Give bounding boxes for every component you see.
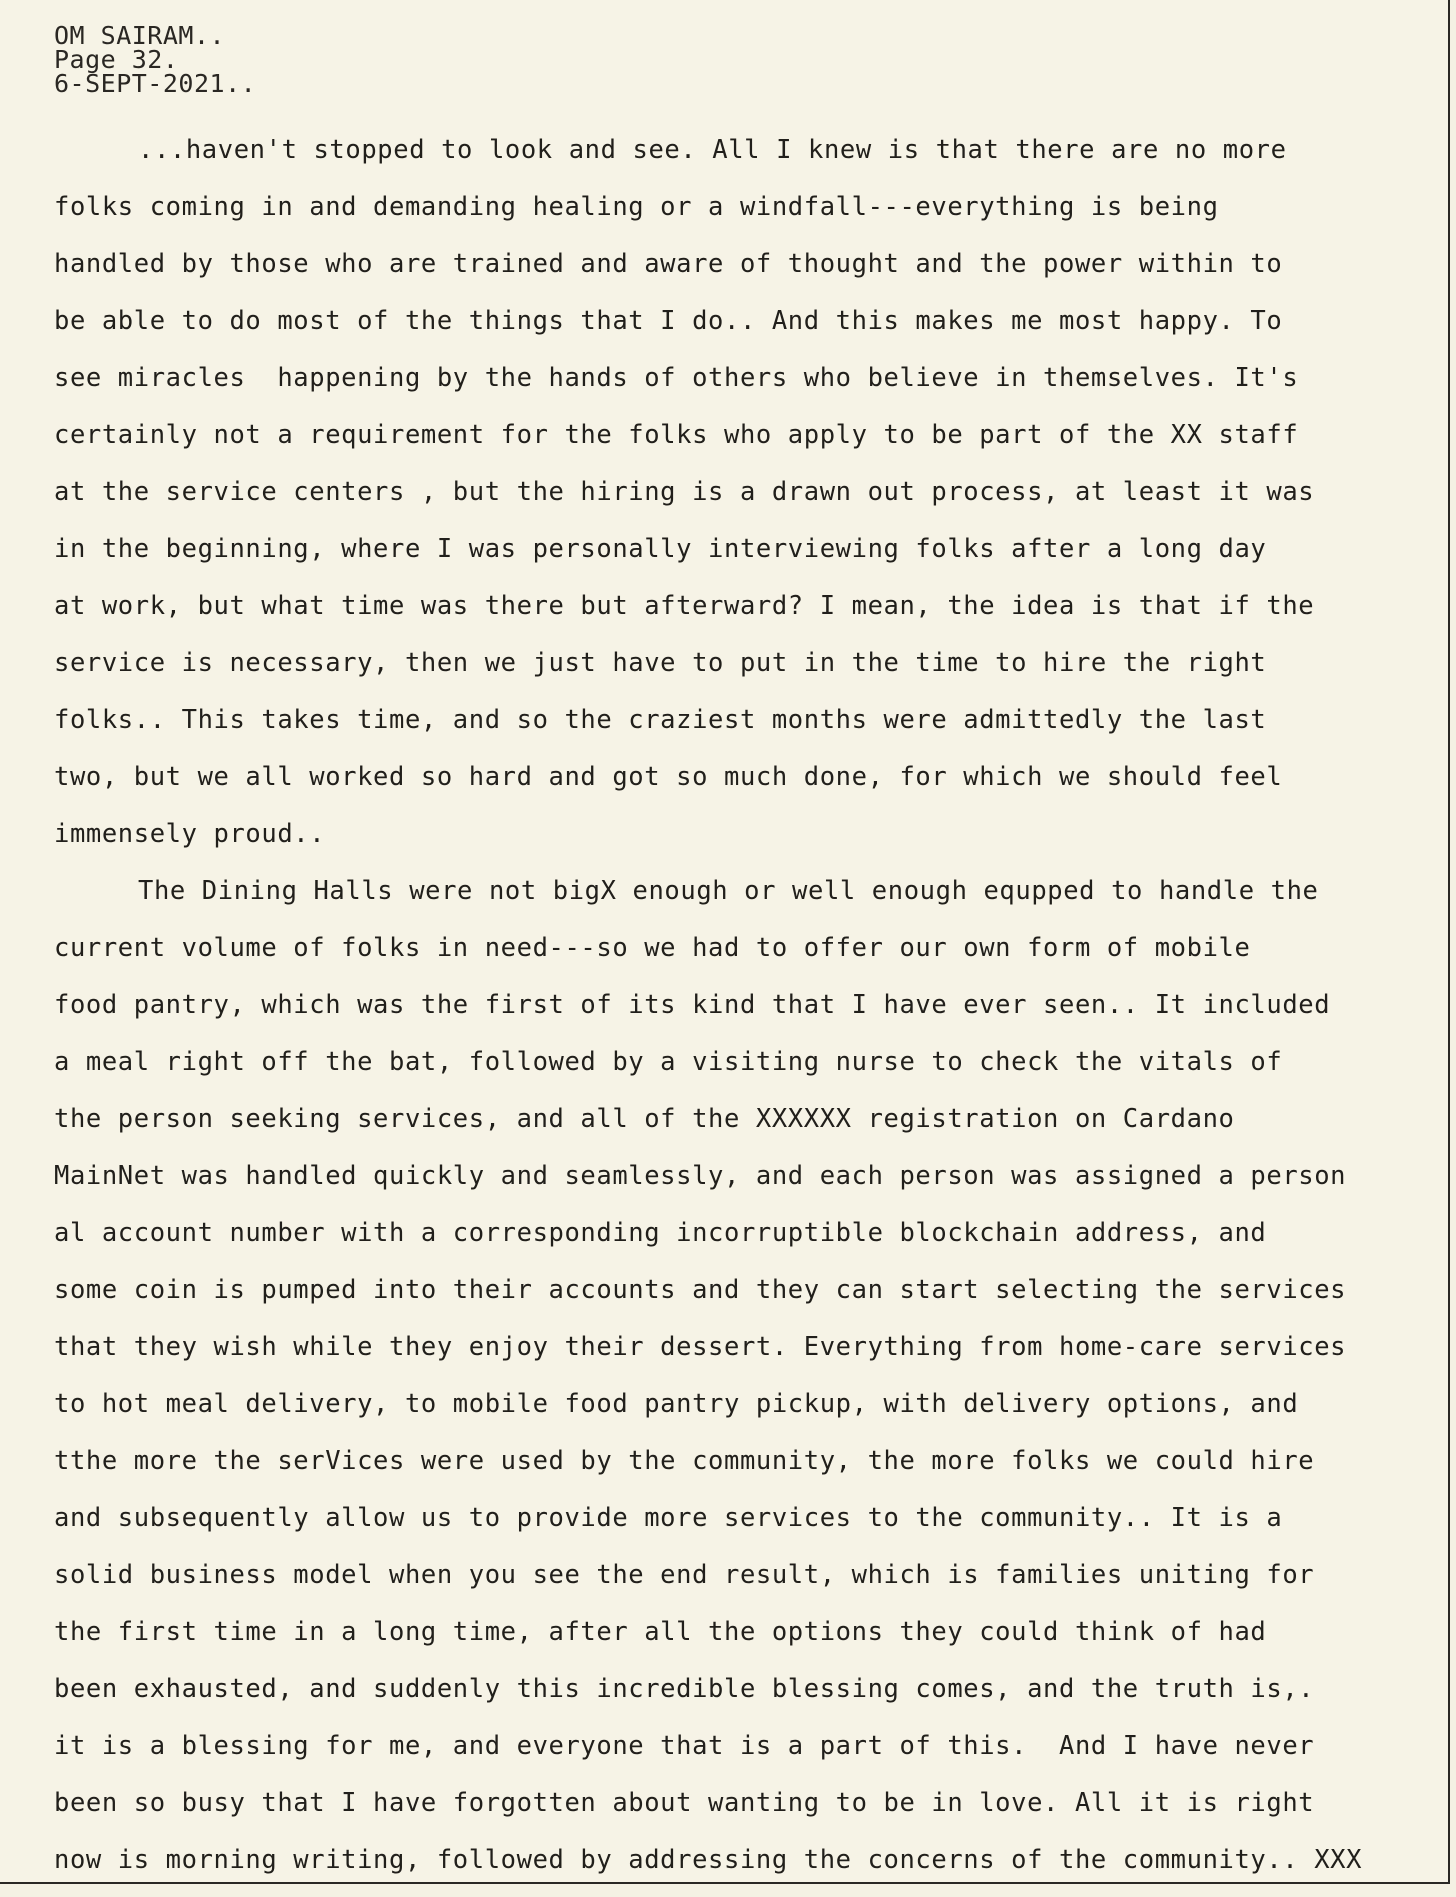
text-line: two, but we all worked so hard and got so much done, for which we should feel: [54, 762, 1283, 792]
text-line: immensely proud..: [54, 819, 326, 849]
text-line: see miracles happening by the hands of others who believe in themselves. It's: [54, 363, 1299, 393]
page-header: [54, 21, 257, 98]
text-line: be able to do most of the things that I do.. And this makes me most happy. To: [54, 306, 1283, 336]
body-text: [54, 130, 1444, 1897]
text-line: the person seeking services, and all of the XXXXXX registration on Cardano: [54, 1104, 1235, 1134]
text-line: and subsequently allow us to provide more services to the community.. It is a: [54, 1503, 1283, 1533]
header-line-page-number: Page 32.: [54, 45, 179, 74]
text-line: service is necessary, then we just have to put in the time to hire the right: [54, 648, 1267, 678]
text-line: folks coming in and demanding healing or a windfall---everything is being: [54, 192, 1219, 222]
text-line: it is a blessing for me, and everyone that is a part of this. And I have never: [54, 1731, 1315, 1761]
text-line: a meal right off the bat, followed by a visiting nurse to check the vitals of: [54, 1047, 1283, 1077]
text-line: been so busy that I have forgotten about wanting to be in love. All it is right: [54, 1788, 1315, 1818]
text-line: current volume of folks in need---so we had to offer our own form of mobile: [54, 933, 1251, 963]
text-line: food pantry, which was the first of its kind that I have ever seen.. It included: [54, 990, 1331, 1020]
text-line: some coin is pumped into their accounts and they can start selecting the services: [54, 1275, 1347, 1305]
text-line: now is morning writing, followed by addressing the concerns of the community.. XXX: [54, 1845, 1363, 1875]
text-line: ...haven't stopped to look and see. All I knew is that there are no more: [138, 135, 1287, 165]
text-line: tthe more the serVices were used by the community, the more folks we could hire: [54, 1446, 1315, 1476]
text-line: in the beginning, where I was personally interviewing folks after a long day: [54, 534, 1267, 564]
text-line: The Dining Halls were not bigX enough or well enough equpped to handle the: [138, 876, 1319, 906]
text-line: at the service centers , but the hiring is a drawn out process, at least it was: [54, 477, 1315, 507]
text-line: at work, but what time was there but afterward? I mean, the idea is that if the: [54, 591, 1315, 621]
text-line: the first time in a long time, after all the options they could think of had: [54, 1617, 1267, 1647]
header-line-date: 6-SEPT-2021..: [54, 69, 257, 98]
text-line: handled by those who are trained and aware of thought and the power within to: [54, 249, 1283, 279]
text-line: solid business model when you see the end result, which is families uniting for: [54, 1560, 1315, 1590]
text-line: MainNet was handled quickly and seamlessly, and each person was assigned a person: [54, 1161, 1347, 1191]
text-line: certainly not a requirement for the folks who apply to be part of the XX staff: [54, 420, 1299, 450]
text-line: folks.. This takes time, and so the craziest months were admittedly the last: [54, 705, 1267, 735]
header-line-salutation: OM SAIRAM..: [54, 21, 226, 50]
text-line: al account number with a corresponding incorruptible blockchain address, and: [54, 1218, 1267, 1248]
text-line: that they wish while they enjoy their dessert. Everything from home-care services: [54, 1332, 1347, 1362]
text-line: been exhausted, and suddenly this incredible blessing comes, and the truth is,.: [54, 1674, 1315, 1704]
text-line: to hot meal delivery, to mobile food pantry pickup, with delivery options, and: [54, 1389, 1299, 1419]
